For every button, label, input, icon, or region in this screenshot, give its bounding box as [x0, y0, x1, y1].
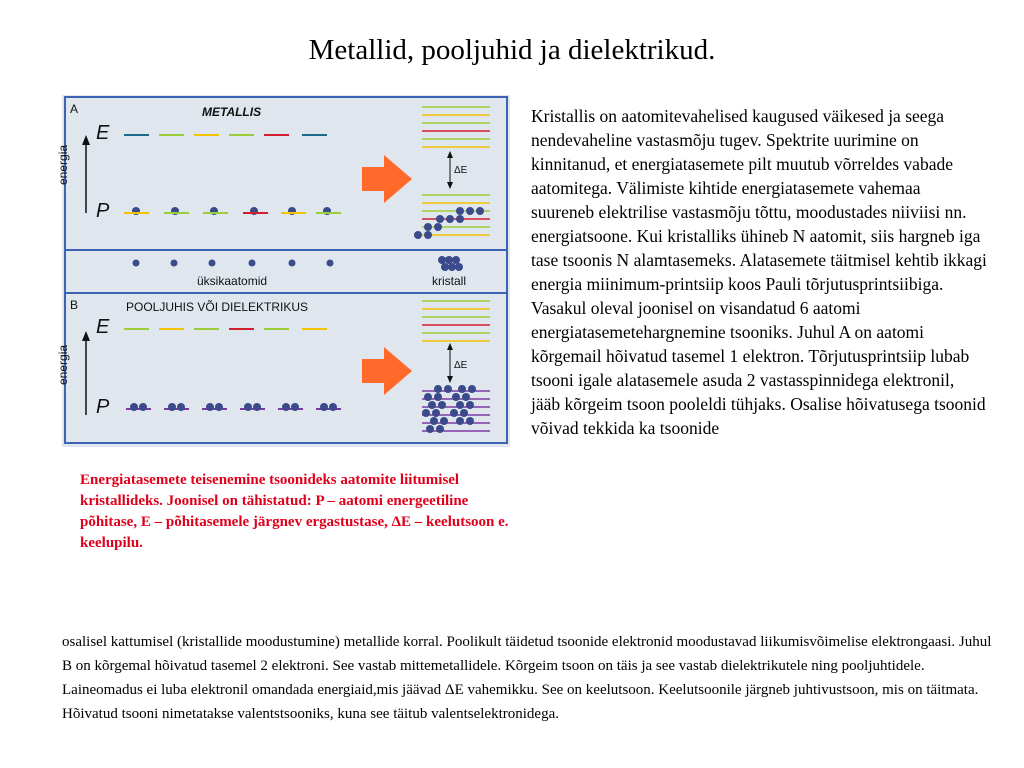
panel-b-p-electrons [130, 403, 337, 411]
right-body-text: Kristallis on aatomitevahelised kaugused väikesed ja seega nendevaheline vastasmõju tugev. Spektrite uurimine on kinnitanud, et energiatasemete pilt muutub võrreldes vabade aatomitega. Välimiste kihtide energiatasemete vahemaa suureneb elektrilise vastasmõju tõttu, moodustades niiviisi nn. energiatsoone. Kui kristalliks ühineb N aatomit, siis hargneb iga tase tsoonis N alamtasemeks. Alatasemete täitmisel kehtib ikkagi energia miinimum-printsiip koos Pauli tõrjutusprintsiibiga. Vasakul oleval joonisel on visandatud 6 aatomi energiatasemetehargnemine tsooniks. Juhul A on aatomi kõrgemail hõivatud tasemel 1 elektron. Tõrjutusprintsiip lubab tsooni igale alatasemele asuda 2 vastasspinnidega elektronil, jääb kõrgeim tsoon pooleldi tühjaks. Osalise hõivatusega tsoonid võivad tekkida ka tsoonide [531, 106, 987, 438]
panel-b-e-label: E [96, 316, 110, 338]
panel-a-heading: METALLIS [202, 105, 262, 119]
slide-title: Metallid, pooljuhid ja dielektrikud. [308, 34, 716, 66]
panel-a-band-electrons [414, 207, 484, 239]
panel-b-axis-arrowhead [82, 331, 90, 341]
panel-b-axis-label: energia [56, 344, 70, 385]
panel-a-upper-band [422, 107, 490, 147]
figure-caption: Energiatasemete teisenemine tsoonideks aatomite liitumisel kristallideks. Joonisel on tähistatud: P – aatomi energeetiline põhitase, E – põhitasemele järgnev ergastustase, ΔE – keelutsoon e. keelupilu. [80, 472, 509, 551]
panel-a-gap-marker [447, 151, 453, 189]
panel-b-band-electrons [422, 385, 476, 433]
crystal-label: kristall [432, 274, 467, 288]
crystal-atoms [438, 256, 463, 271]
isolated-atoms [133, 260, 334, 267]
panel-a-axis-label: energia [56, 144, 70, 185]
panel-b-heading: POOLJUHIS VÕI DIELEKTRIKUS [126, 300, 309, 314]
panel-a-letter: A [70, 102, 79, 116]
panel-a-e-label: E [96, 122, 110, 144]
figure-drawing [62, 95, 510, 447]
energy-band-figure [56, 95, 510, 447]
panel-b-upper-band [422, 301, 490, 341]
bottom-body-text: osalisel kattumisel (kristallide moodustumine) metallide korral. Poolikult täidetud tsoonide elektronid moodustavad liikumisvõimelise elektrongaasi. Juhul B on kõrgemal hõivatud tasemel 2 elektroni. See vastab mittemetallidele. Kõrgeim tsoon on täis ja see vastab dielektrikutele ning pooljuhtidele. Laineomadus ei luba elektronil omandada energiaid,mis jäävad ΔE vahemikku. See on keelutsoon. Keelutsoonile järgneb juhtivustsoon, mis on täitmata. Hõivatud tsooni nimetatakse valentstsooniks, kuna see täitub valentselektronidega. [62, 634, 992, 722]
panel-a-p-label: P [96, 200, 110, 222]
panel-b-gap-marker [447, 343, 453, 383]
panel-b-gap-label: ΔE [454, 360, 468, 371]
panel-a-axis-arrowhead [82, 135, 90, 145]
panel-a-gap-label: ΔE [454, 165, 468, 176]
isolated-atoms-label: üksikaatomid [197, 274, 268, 288]
panel-b-letter: B [70, 298, 79, 312]
panel-a-lower-band [422, 195, 490, 235]
panel-a-transform-arrow [362, 155, 412, 203]
panel-b-p-label: P [96, 396, 110, 418]
panel-b-transform-arrow [362, 347, 412, 395]
